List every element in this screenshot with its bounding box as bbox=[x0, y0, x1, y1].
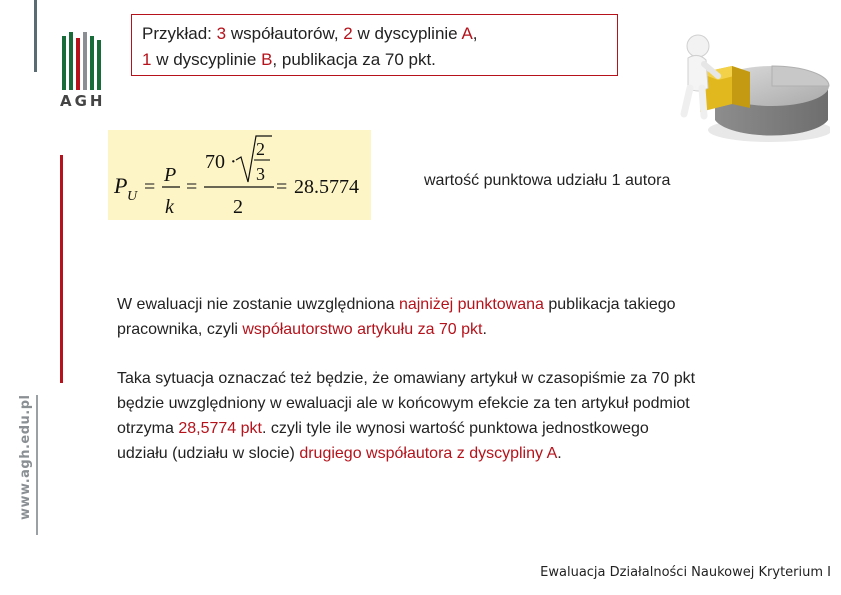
example-text: w dyscyplinie bbox=[151, 50, 262, 69]
logo-text: AGH bbox=[60, 92, 106, 110]
discipline-b: B bbox=[261, 50, 273, 69]
example-text: w dyscyplinie bbox=[352, 24, 462, 43]
paragraph-1 bbox=[117, 292, 717, 342]
side-divider bbox=[36, 395, 38, 535]
example-text: , publikacja za 70 pkt. bbox=[272, 50, 436, 69]
highlight-coauthorship: współautorstwo artykułu za 70 pkt bbox=[242, 321, 483, 338]
example-text: Przykład: bbox=[142, 24, 217, 43]
top-divider bbox=[34, 0, 37, 72]
discipline-b-count: 1 bbox=[142, 50, 152, 69]
root-num: 2 bbox=[256, 139, 265, 159]
site-url: www.agh.edu.pl bbox=[18, 394, 33, 520]
coauthor-count: 3 bbox=[216, 24, 227, 43]
example-text: , bbox=[472, 24, 478, 43]
agh-logo bbox=[60, 30, 104, 120]
pie-chart-figure-image bbox=[660, 18, 830, 148]
paragraph-text: Taka sytuacja oznaczać też będzie, że omawiany artykuł w czasopiśmie za 70 pkt będzie uwzględniony w ewaluacji ale w końcowym efekcie za ten artykuł podmiot otrzyma bbox=[117, 370, 696, 437]
example-box bbox=[131, 14, 618, 76]
highlight-lowest: najniżej punktowana bbox=[398, 296, 544, 313]
example-text: współautorów, bbox=[226, 24, 344, 43]
highlight-points: 28,5774 pkt bbox=[178, 420, 262, 437]
formula-den: 2 bbox=[233, 196, 243, 218]
accent-divider bbox=[60, 155, 63, 383]
formula-eq1: = bbox=[144, 176, 156, 198]
sqrt-sign-icon bbox=[236, 136, 272, 182]
formula-lhs: P bbox=[114, 173, 128, 198]
formula bbox=[108, 130, 371, 220]
discipline-a-count: 2 bbox=[343, 24, 353, 43]
root-den: 3 bbox=[256, 164, 265, 184]
formula-frac-den: k bbox=[165, 196, 174, 218]
formula-caption: wartość punktowa udziału 1 autora bbox=[424, 172, 671, 189]
paragraph-text: W ewaluacji nie zostanie uwzględniona bbox=[117, 296, 399, 313]
discipline-a: A bbox=[461, 24, 473, 43]
highlight-second-coauthor: drugiego współautora z dyscypliny A bbox=[299, 445, 558, 462]
paragraph-text: . czyli tyle ile wynosi wartość punktowa jednostkowego udziału (udziału w slocie) bbox=[117, 420, 649, 462]
formula-eq3: = bbox=[276, 176, 288, 198]
formula-lhs-sub: U bbox=[127, 189, 138, 204]
paragraph-2 bbox=[117, 366, 697, 466]
paragraph-text: . bbox=[482, 321, 487, 338]
paragraph-text: publikacja takiego pracownika, czyli bbox=[117, 296, 676, 338]
formula-result: 28.5774 bbox=[294, 176, 359, 198]
logo-stripes-icon bbox=[60, 30, 104, 90]
formula-num-prefix: 70 · bbox=[205, 151, 237, 173]
paragraph-text: . bbox=[557, 445, 562, 462]
formula-frac-num: P bbox=[164, 164, 177, 186]
formula-eq2: = bbox=[186, 176, 198, 198]
footer-title: Ewaluacja Działalności Naukowej Kryterium I bbox=[540, 565, 831, 580]
